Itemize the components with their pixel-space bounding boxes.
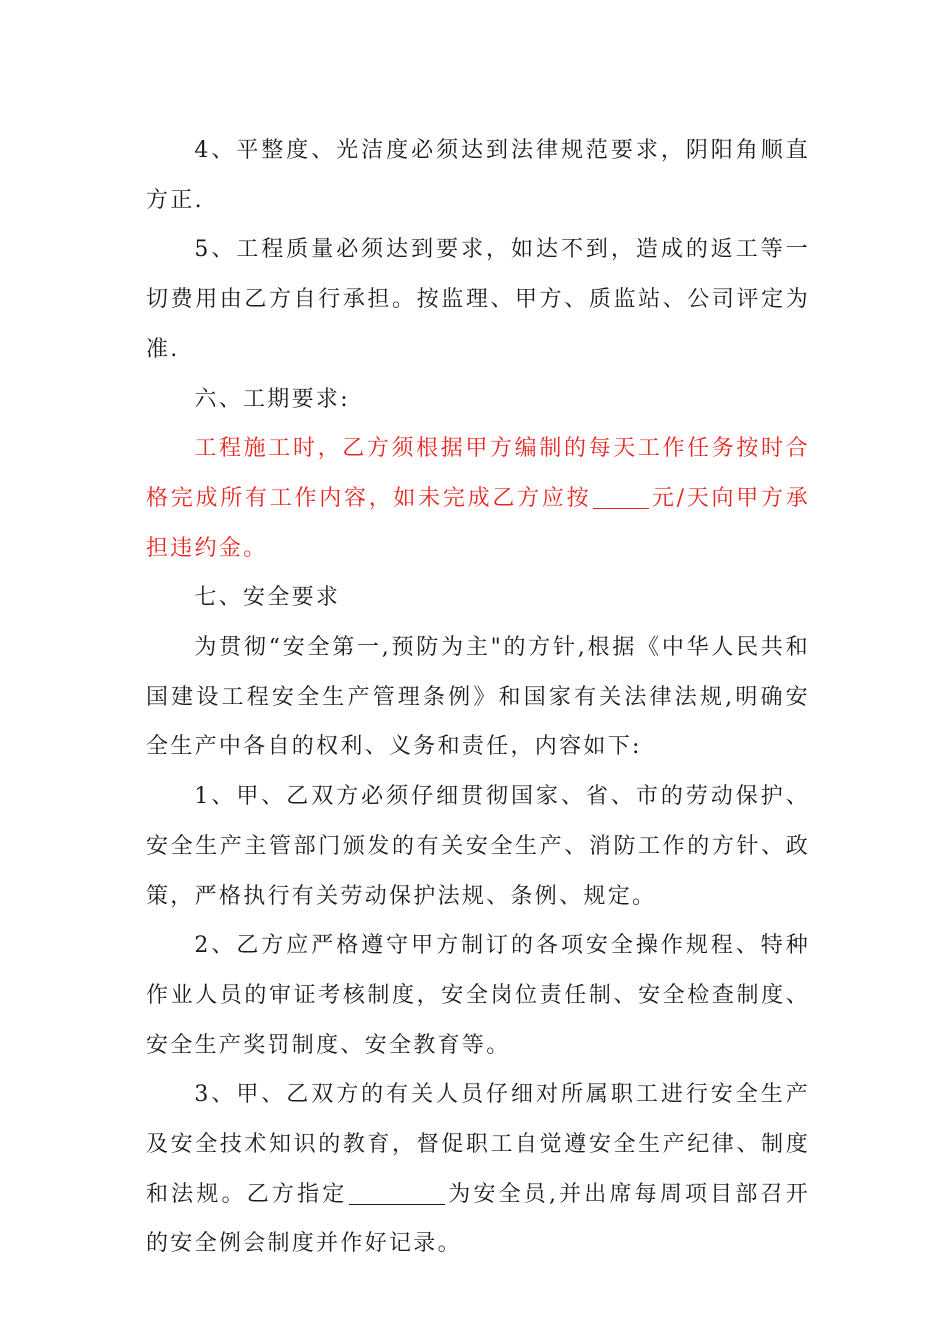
safety-item-3: [146, 1070, 810, 1269]
safety-item-2: 2、乙方应严格遵守甲方制订的各项安全操作规程、特种作业人员的审证考核制度，安全岗位责任制、安全检查制度、安全生产奖罚制度、安全教育等。: [146, 933, 810, 1058]
safety-item-1: 1、甲、乙双方必须仔细贯彻国家、省、市的劳动保护、安全生产主管部门颁发的有关安全生产、消防工作的方针、政策，严格执行有关劳动保护法规、条例、规定。: [146, 784, 810, 909]
safety-item-3-text-end: 为安全员,并出席每周项目部召开的安全例会制度并作好记录。: [146, 1181, 810, 1257]
quality-item-5: 5、工程质量必须达到要求，如达不到，造成的返工等一切费用由乙方自行承担。按监理、甲方、质监站、公司评定为准.: [146, 237, 810, 362]
section-6-body-text: 工程施工时，乙方须根据甲方编制的每天工作任务按时合格完成所有工作内容，如未完成乙方应按: [146, 436, 810, 511]
section-7-intro: 为贯彻“安全第一,预防为主"的方针,根据《中华人民共和国建设工程安全生产管理条例》和国家有关法律法规,明确安全生产中各自的权利、义务和责任，内容如下:: [146, 635, 810, 760]
safety-officer-blank: [349, 1181, 445, 1205]
safety-item-3-text: 3、甲、乙双方的有关人员仔细对所属职工进行安全生产及安全技术知识的教育，督促职工自觉遵安全生产纪律、制度和法规。乙方指定: [146, 1082, 810, 1207]
section-6-body-text-end: 元/天向甲方承担违约金。: [146, 485, 811, 561]
section-6-heading: 六、工期要求:: [194, 386, 350, 412]
section-7-heading: 七、安全要求: [194, 585, 341, 611]
document-body: [146, 126, 810, 1269]
section-6-body: [146, 424, 810, 573]
quality-item-4: 4、平整度、光洁度必须达到法律规范要求，阴阳角顺直方正.: [146, 138, 810, 213]
penalty-amount-blank: [593, 485, 649, 509]
